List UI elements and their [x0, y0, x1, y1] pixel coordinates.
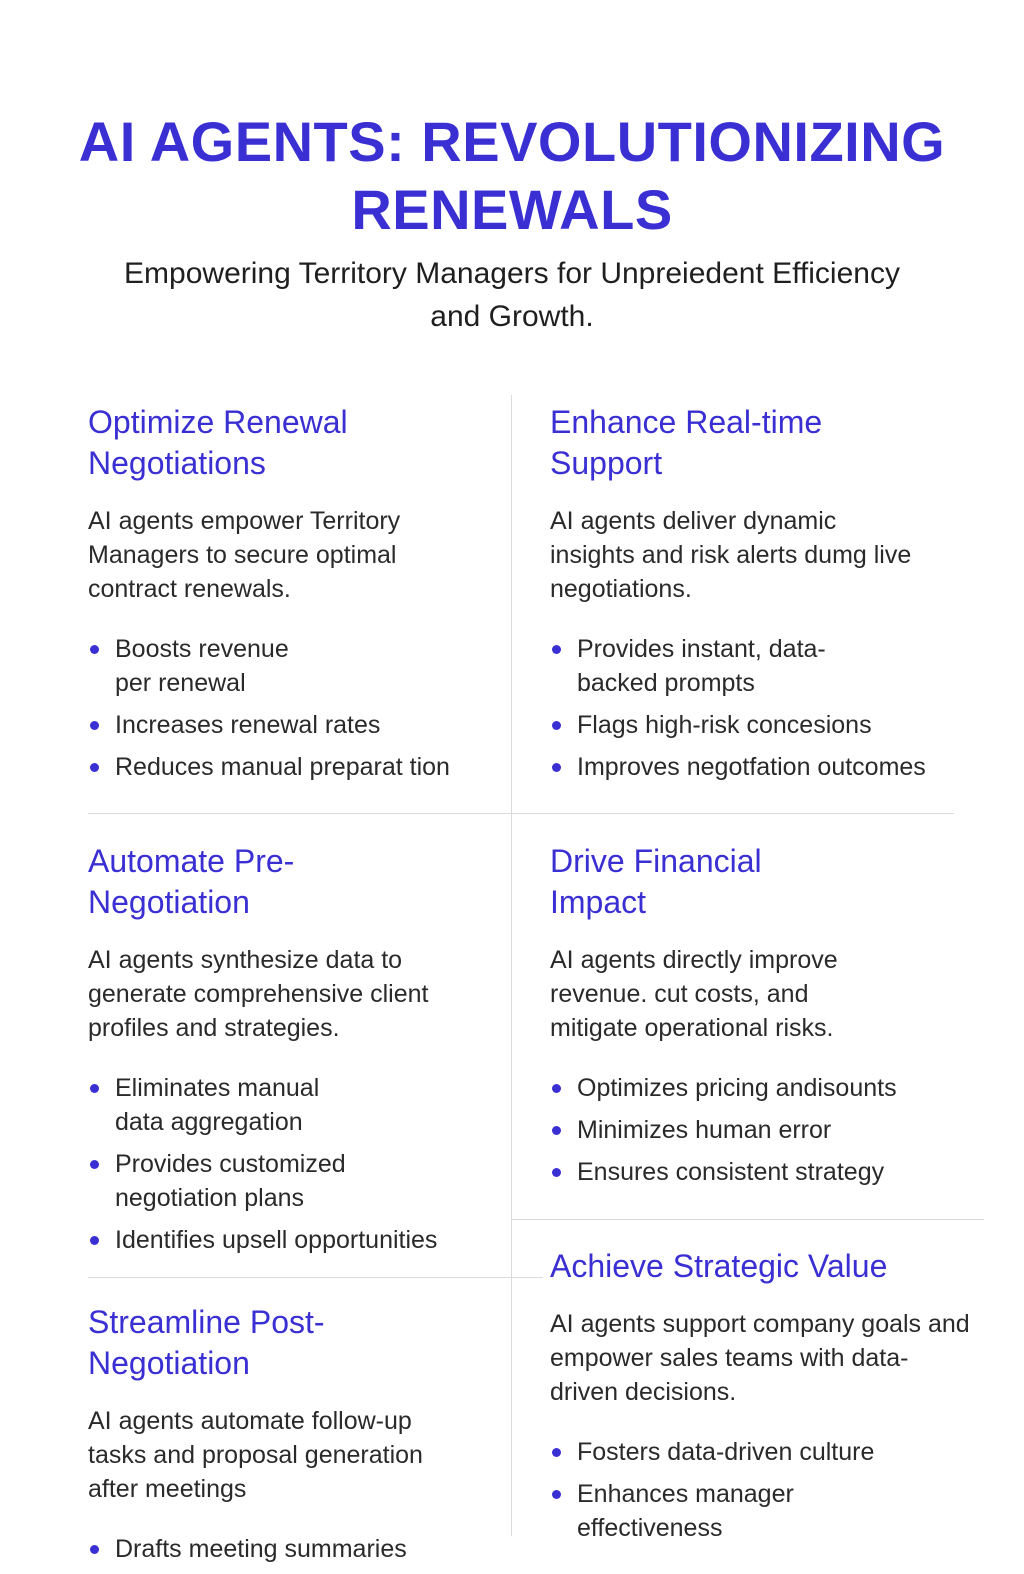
card-streamline-post-negotiation: [88, 1302, 498, 1574]
bullet-list: [88, 1532, 498, 1566]
row-divider-1-right: [512, 813, 954, 814]
column-divider: [511, 395, 512, 1536]
bullet-list: [550, 1435, 990, 1545]
bullet-item: Flags high-risk concesions: [550, 708, 960, 742]
card-title: Enhance Real-time Support: [550, 404, 823, 481]
card-achieve-strategic-value: [550, 1246, 990, 1553]
card-title: Achieve Strategic Value: [550, 1248, 888, 1284]
bullet-dot-icon: [90, 645, 99, 654]
card-drive-financial-impact: [550, 841, 970, 1197]
card-title: Optimize Renewal Negotiations: [88, 404, 348, 481]
card-description: AI agents synthesize data to generate comprehensive client profiles and strategies.: [88, 946, 429, 1042]
bullet-dot-icon: [552, 721, 561, 730]
bullet-item: Boosts revenue per renewal: [88, 632, 320, 700]
bullet-list: [550, 1071, 970, 1189]
bullet-item: Reduces manual preparat tion: [88, 750, 498, 784]
bullet-item: Provides customized negotiation plans: [88, 1147, 385, 1215]
bullet-dot-icon: [90, 1236, 99, 1245]
bullet-item: Drafts meeting summaries: [88, 1532, 498, 1566]
bullet-list: [88, 1071, 498, 1257]
card-title: Drive Financial Impact: [550, 843, 762, 920]
bullet-dot-icon: [552, 763, 561, 772]
bullet-dot-icon: [90, 1084, 99, 1093]
card-enhance-real-time-support: [550, 402, 960, 792]
bullet-item: Eliminates manual data aggregation: [88, 1071, 355, 1139]
bullet-item: Fosters data-driven culture: [550, 1435, 990, 1469]
page-subtitle: Empowering Territory Managers for Unpreiedent Efficiency and Growth.: [124, 257, 900, 333]
page-title: AI AGENTS: REVOLUTIONIZING RENEWALS: [78, 110, 946, 241]
bullet-item: Increases renewal rates: [88, 708, 498, 742]
card-description: AI agents empower Territory Managers to secure optimal contract renewals.: [88, 507, 401, 603]
card-description: AI agents support company goals and empower sales teams with data-driven decisions.: [550, 1310, 970, 1406]
bullet-dot-icon: [90, 1545, 99, 1554]
card-title: Automate Pre-Negotiation: [88, 843, 295, 920]
bullet-item: Provides instant, data-backed prompts: [550, 632, 852, 700]
card-title: Streamline Post-Negotiation: [88, 1304, 325, 1381]
bullet-dot-icon: [90, 763, 99, 772]
row-divider-2-left: [88, 1277, 543, 1278]
bullet-list: [88, 632, 498, 784]
bullet-item: Enhances manager effectiveness: [550, 1477, 837, 1545]
bullet-item: Optimizes pricing andisounts: [550, 1071, 970, 1105]
card-description: AI agents directly improve revenue. cut costs, and mitigate operational risks.: [550, 946, 838, 1042]
bullet-dot-icon: [552, 1084, 561, 1093]
bullet-dot-icon: [552, 1448, 561, 1457]
bullet-dot-icon: [552, 1126, 561, 1135]
bullet-dot-icon: [552, 1490, 561, 1499]
bullet-dot-icon: [90, 721, 99, 730]
bullet-item: Ensures consistent strategy: [550, 1155, 970, 1189]
card-description: AI agents deliver dynamic insights and risk alerts dumg live negotiations.: [550, 507, 912, 603]
bullet-list: [550, 632, 960, 784]
bullet-dot-icon: [552, 1168, 561, 1177]
card-automate-pre-negotiation: [88, 841, 498, 1265]
bullet-item: Identifies upsell opportunities: [88, 1223, 498, 1257]
bullet-item: Improves negotfation outcomes: [550, 750, 960, 784]
bullet-dot-icon: [90, 1160, 99, 1169]
bullet-item: Minimizes human error: [550, 1113, 970, 1147]
row-divider-1-left: [88, 813, 511, 814]
row-divider-2-right: [512, 1219, 984, 1220]
card-description: AI agents automate follow-up tasks and proposal generation after meetings: [88, 1407, 423, 1503]
card-optimize-renewal-negotiations: [88, 402, 498, 792]
bullet-dot-icon: [552, 645, 561, 654]
